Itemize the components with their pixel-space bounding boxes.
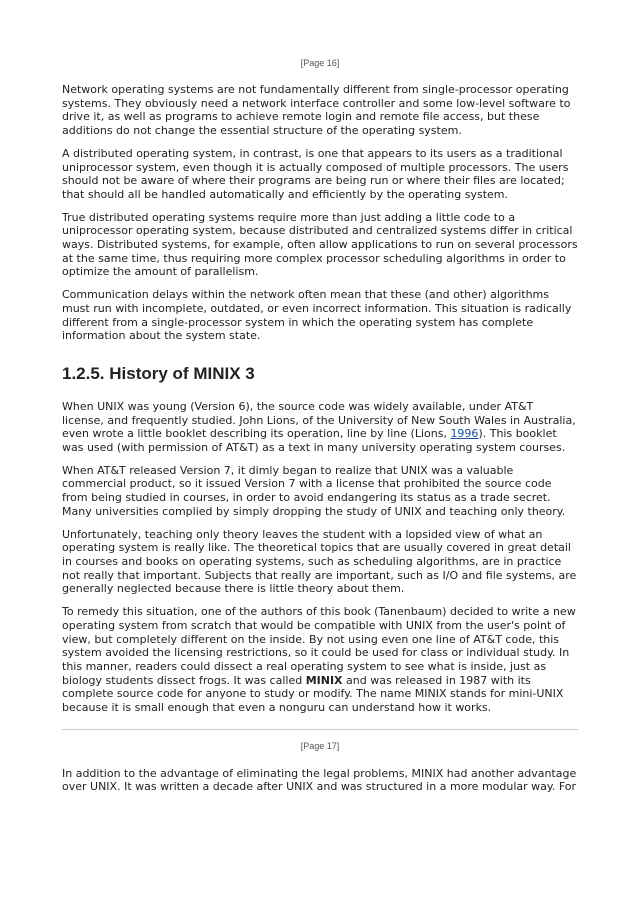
paragraph-theory-only: Unfortunately, teaching only theory leaves the student with a lopsided view of what an operating system is really like. The theoretical topics that are usually covered in great detail in courses and books on operating systems, such as scheduling algorithms, are in practice not really that important. Subjects that really are important, such as I/O and file systems, are generally neglected because there is little theory about them. xyxy=(62,527,577,596)
paragraph-communication-delays: Communication delays within the network often mean that these (and other) algorithms must run with incomplete, outdated, or even incorrect information. This situation is radically different from a single-processor system in which the operating system has complete information about the system state. xyxy=(62,288,572,343)
paragraph-text: To remedy this situation, one of the authors of this book (Tanenbaum) decided to write a new operating system from scratch that would be compatible with UNIX from the user's point of view, but completely different on the inside. By not using even one line of AT&T code, this system avoided the licensing restrictions, so it could be used for class or individual study. In this manner, readers could dissect a real operating system to see what is inside, just as biology students dissect frogs. It was called xyxy=(62,605,576,687)
minix-term: MINIX xyxy=(305,673,343,687)
page-divider xyxy=(62,729,578,730)
document-page xyxy=(62,58,578,803)
paragraph-text: and was released in 1987 with its complete source code for anyone to study or modify. The name MINIX stands for mini-UNIX because it is small enough that even a nonguru can understand how it works. xyxy=(62,673,564,715)
citation-link-1996[interactable]: 1996 xyxy=(450,427,479,441)
paragraph-remedy-minix xyxy=(62,605,578,715)
paragraph-unix-young xyxy=(62,400,578,455)
paragraph-att-version7: When AT&T released Version 7, it dimly began to realize that UNIX was a valuable commercial product, so it issued Version 7 with a license that prohibited the source code from being studied in courses, in order to avoid endangering its status as a trade secret. Many universities complied by simply dropping the study of UNIX and teaching only theory. xyxy=(62,463,566,518)
paragraph-true-distributed: True distributed operating systems require more than just adding a little code to a uniprocessor operating system, because distributed and centralized systems differ in critical ways. Distributed systems, for example, often allow applications to run on several processors at the same time, thus requiring more complex processor scheduling algorithms in order to optimize the amount of parallelism. xyxy=(62,210,578,279)
page-marker-16: [Page 16] xyxy=(300,58,340,68)
paragraph-text: When UNIX was young (Version 6), the source code was widely available, under AT&T license, and frequently studied. John Lions, of the University of New South Wales in Australia, even wrote a little booklet describing its operation, line by line (Lions, xyxy=(62,399,576,441)
paragraph-network-os: Network operating systems are not fundamentally different from single-processor operating systems. They obviously need a network interface controller and some low-level software to drive it, as well as programs to achieve remote login and remote file access, but these additions do not change the essential structure of the operating system. xyxy=(62,83,571,138)
paragraph-text: ). This booklet was used (with permission of AT&T) as a text in many university operating system courses. xyxy=(62,427,566,455)
page-marker-17: [Page 17] xyxy=(300,740,340,751)
paragraph-distributed-os: A distributed operating system, in contrast, is one that appears to its users as a traditional uniprocessor system, even though it is actually composed of multiple processors. The users should not be aware of where their programs are being run or where their files are located; that should all be handled automatically and efficiently by the operating system. xyxy=(62,146,569,201)
section-heading: 1.2.5. History of MINIX 3 xyxy=(62,363,255,383)
paragraph-minix-advantage: In addition to the advantage of eliminating the legal problems, MINIX had another advantage over UNIX. It was written a decade after UNIX and was structured in a more modular way. For xyxy=(62,766,577,794)
